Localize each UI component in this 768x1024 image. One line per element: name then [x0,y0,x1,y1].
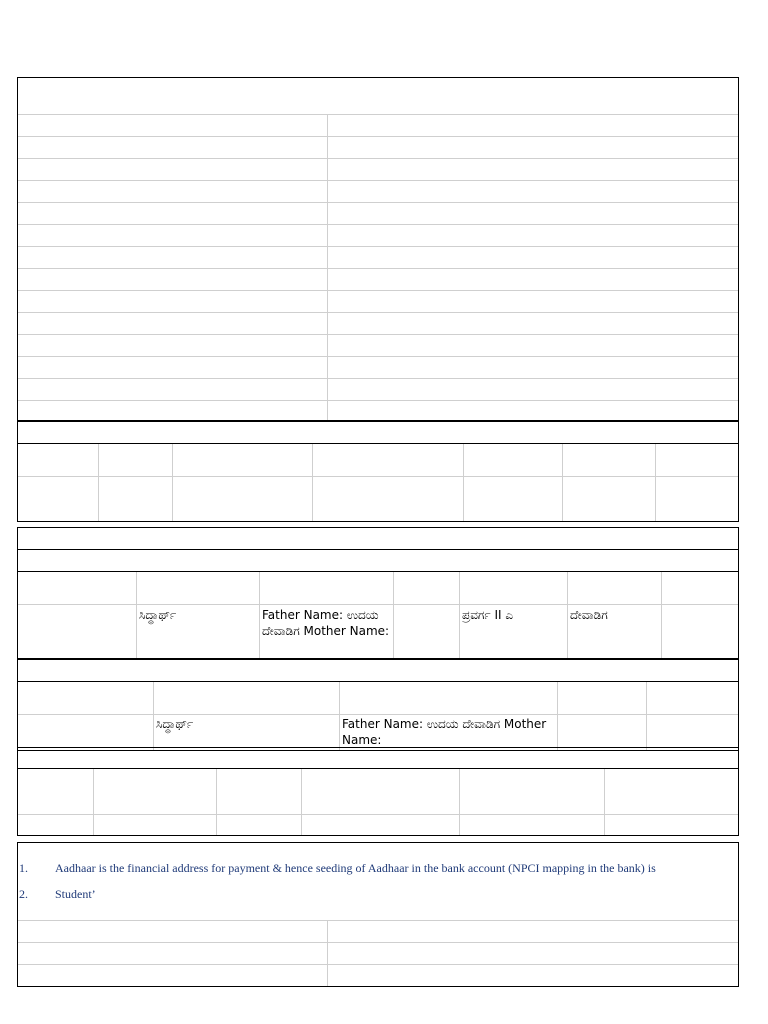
note-1-text: Aadhaar is the financial address for payment & hence seeding of Aadhaar in the bank account (NPCI mapping in the bank) is [55,861,656,875]
section-3-parents-name: Father Name: ಉದಯ ದೇವಾಡಿಗ Mother Name: [262,608,390,638]
section-3-category: ಪ್ರವರ್ಗ II ಎ [462,608,514,622]
section-4-student-name: ಸಿದ್ಧಾರ್ಥ್ [156,717,194,731]
section-5-table [17,747,739,836]
note-2-text: Student’ [55,887,96,901]
note-1-number: 1. [19,861,28,875]
note-2-number: 2. [19,887,28,901]
section-3-table [17,527,739,659]
section-3-caste: ದೇವಾಡಿಗ [570,608,608,622]
section-4-parents-name: Father Name: ಉದಯ ದೇವಾಡಿಗ Mother Name: [342,717,547,747]
section-3-student-name: ಸಿದ್ಧಾರ್ಥ್ [139,608,177,622]
section-2-table [17,421,739,522]
section-1-table [17,77,739,421]
